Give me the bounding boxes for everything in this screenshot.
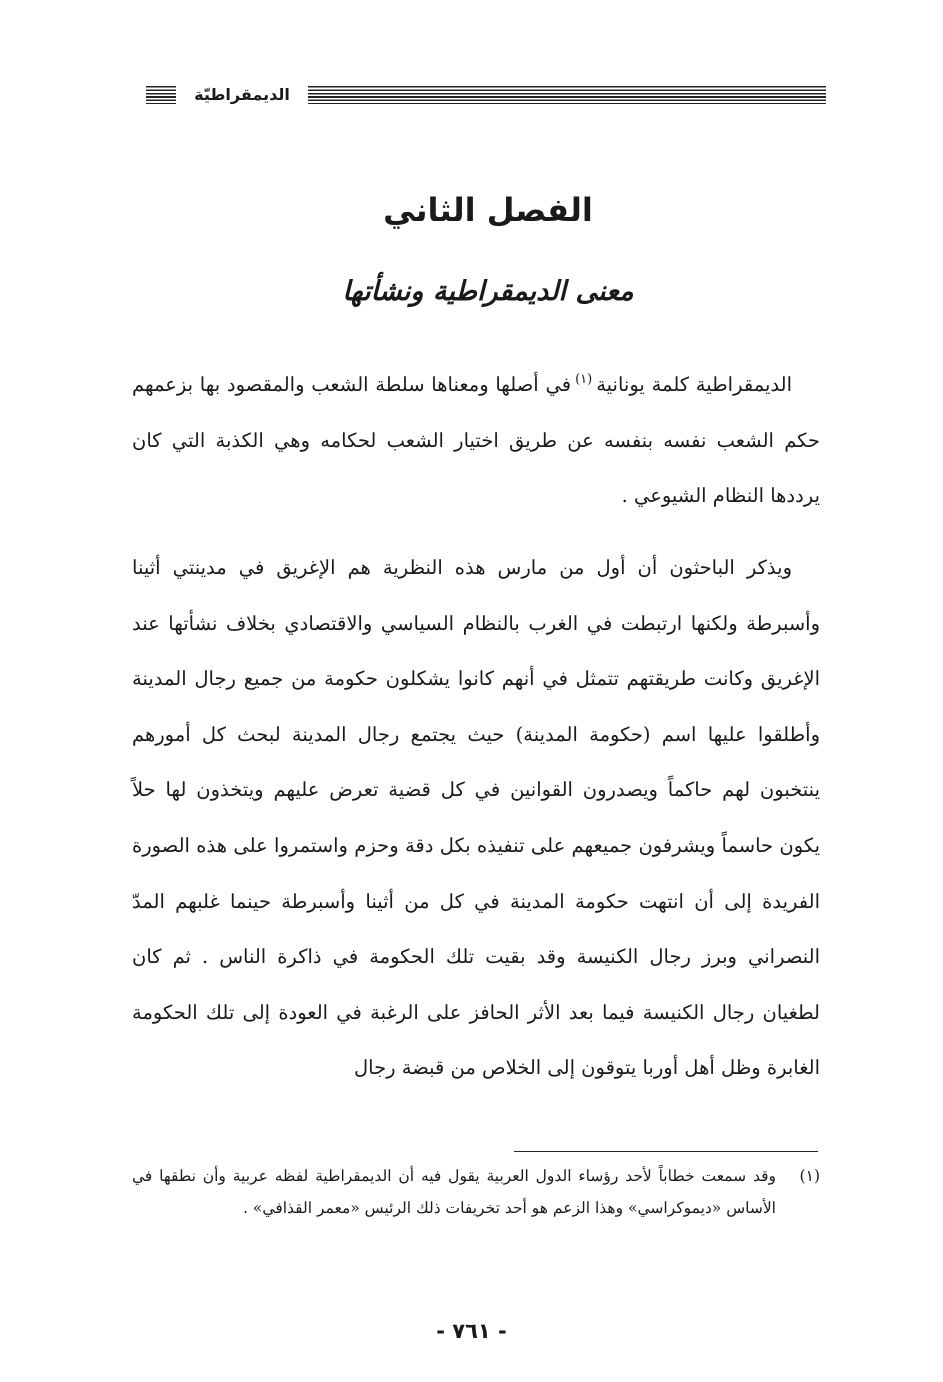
paragraph-1-rest: في أصلها ومعناها سلطة الشعب والمقصود بها بزعمهم حكم الشعب نفسه بنفسه عن طريق اختيار الشعب لحكامه وهي الكذبة التي كان يرددها النظام الشيوعي .	[132, 373, 820, 508]
footnote	[132, 1160, 820, 1224]
footnote-reference: (١)	[575, 372, 593, 387]
page-number: - ٧٦١ -	[436, 1319, 507, 1343]
footnote-separator	[514, 1151, 818, 1152]
footnote-text: وقد سمعت خطاباً لأحد رؤساء الدول العربية يقول فيه أن الديمقراطية لفظه عربية وأن نطقها في الأساس «ديموكراسي» وهذا الزعم هو أحد تخريفات ذلك الرئيس «معمر القذافي» .	[132, 1167, 776, 1217]
header-rule-left	[146, 86, 176, 104]
running-header-title: الديمقراطيّة	[194, 85, 290, 104]
paragraph-2: ويذكر الباحثون أن أول من مارس هذه النظرية هم الإغريق في مدينتي أثينا وأسبرطة ولكنها ارتبطت في الغرب بالنظام السياسي والاقتصادي بخلاف نشأتها عند الإغريق وكانت طريقتهم تتمثل في أنهم كانوا يشكلون حكومة من جميع رجال المدينة وأطلقوا عليها اسم (حكومة المدينة) حيث يجتمع رجال المدينة لبحث كل أمورهم ينتخبون لهم حاكماً ويصدرون القوانين في كل قضية تعرض عليهم ويتخذون لها حلاً يكون حاسماً ويشرفون جميعهم على تنفيذه بكل دقة وحزم واستمروا على هذه الصورة الفريدة إلى أن انتهت حكومة المدينة في كل من أثينا وأسبرطة حينما غلبهم المدّ النصراني وبرز رجال الكنيسة وقد بقيت تلك الحكومة في ذاكرة الناس . ثم كان لطغيان رجال الكنيسة فيما بعد الأثر الحافز على الرغبة في العودة إلى تلك الحكومة الغابرة وظل أهل أوربا يتوقون إلى الخلاص من قبضة رجال	[132, 556, 820, 1080]
chapter-title: الفصل الثاني	[383, 191, 593, 229]
paragraph-1	[132, 352, 820, 524]
header-rule-right	[308, 86, 826, 104]
footnote-marker: (١)	[799, 1167, 820, 1185]
paragraph-1-start: الديمقراطية كلمة يونانية	[596, 373, 792, 396]
chapter-subtitle: معنى الديمقراطية ونشأتها	[342, 276, 634, 307]
running-header	[146, 82, 826, 108]
